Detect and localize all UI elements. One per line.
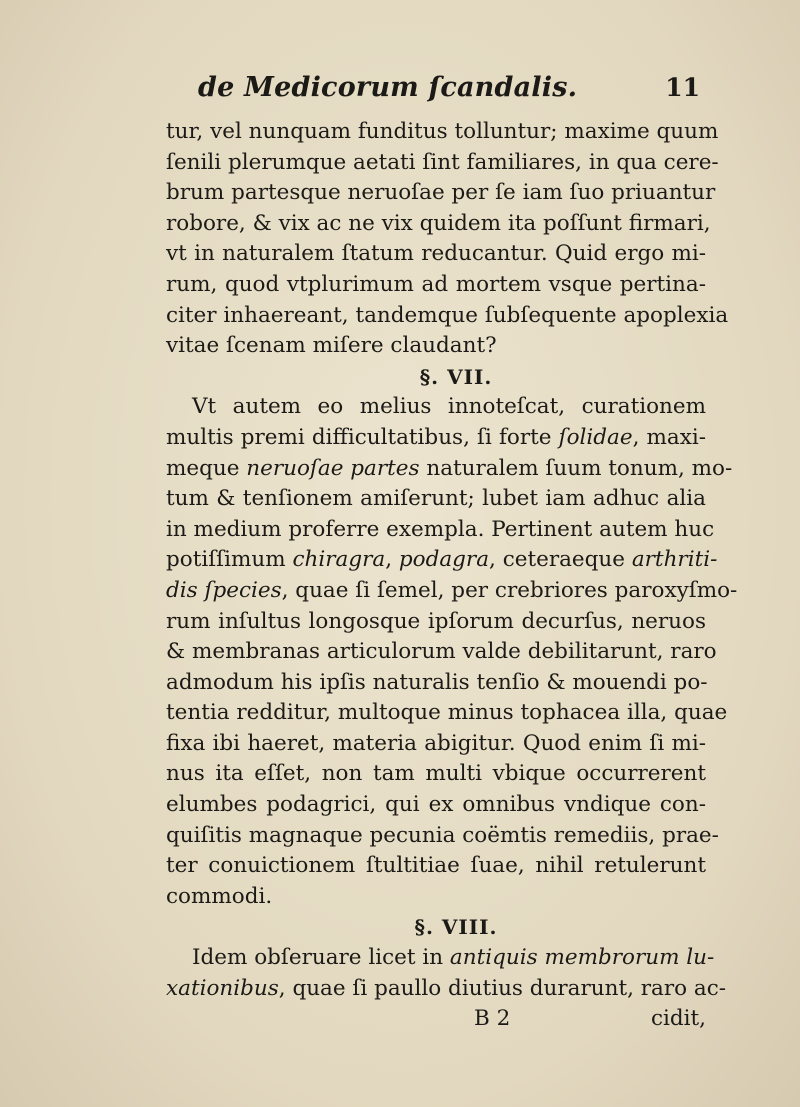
text-line: tentia redditur, multoque minus tophacea illa, quae — [166, 700, 728, 726]
text-line: ter conuictionem ſtultitiae ſuae, nihil retulerunt — [166, 853, 706, 879]
italic-term: podagra — [398, 547, 490, 573]
text-run: , maxi- — [632, 424, 706, 450]
text-line: Vt autem eo melius innoteſcat, curationem — [192, 394, 706, 420]
text-line: rum inſultus longosque ipſorum decurſus, neruos — [166, 608, 706, 634]
page-footer — [166, 1004, 706, 1035]
italic-term: neruoſae partes — [246, 455, 420, 481]
page-header — [140, 72, 700, 112]
italic-term: chiragra — [292, 547, 386, 573]
text-line: & membranas articulorum valde debilitarunt, raro — [166, 639, 717, 665]
text-line: ſenili plerumque aetati ſint familiares, in qua cere- — [166, 149, 719, 175]
catchword: cidit, — [650, 1006, 706, 1032]
text-line: rum, quod vtplurimum ad mortem vsque pertina- — [166, 271, 706, 297]
text-line: brum partesque neruoſae per ſe iam ſuo priuantur — [166, 180, 716, 206]
text-line — [166, 454, 733, 485]
text-line: in medium proferre exempla. Pertinent autem huc — [166, 516, 715, 542]
italic-term: dis ſpecies — [166, 577, 282, 603]
text-run: Idem obſeruare licet in — [192, 945, 450, 971]
text-line: quiſitis magnaque pecunia coëmtis remediis, prae- — [166, 822, 719, 848]
text-run: , ceteraeque — [489, 547, 632, 573]
text-line — [166, 576, 738, 607]
section-heading-7: §. VII. — [419, 364, 493, 389]
text-line: tur, vel nunquam funditus tolluntur; maxime quum — [166, 119, 719, 144]
text-run: , quae ſi ſemel, per crebriores paroxyſmo- — [281, 577, 738, 603]
text-line: nus ita eſſet, non tam multi vbique occurrerent — [166, 761, 706, 787]
body-text — [166, 117, 738, 1035]
text-line: elumbes podagrici, qui ex omnibus vndique con- — [166, 792, 706, 818]
text-run: potiſſimum — [166, 547, 293, 573]
text-run: multis premi difficultatibus, ſi forte — [166, 424, 559, 450]
text-line: admodum his ipſis naturalis tenſio & mouendi po- — [166, 669, 708, 695]
text-line: fixa ibi haeret, materia abigitur. Quod enim ſi mi- — [166, 730, 706, 756]
text-line: robore, & vix ac ne vix quidem ita poſſunt firmari, — [166, 210, 711, 236]
italic-term: ſolidae — [558, 424, 633, 450]
text-line — [166, 545, 718, 576]
text-line — [166, 943, 715, 974]
italic-term: arthriti- — [631, 547, 718, 573]
italic-term: xationibus — [166, 975, 279, 1001]
text-run: meque — [166, 455, 247, 481]
text-line: vt in naturalem ſtatum reducantur. Quid ergo mi- — [166, 241, 706, 267]
text-line — [166, 974, 727, 1005]
signature-mark: B 2 — [474, 1006, 511, 1032]
page-number: 11 — [665, 73, 700, 102]
text-run: , — [385, 547, 399, 573]
text-line — [166, 423, 706, 454]
text-line: tum & tenſionem amiſerunt; lubet iam adhuc alia — [166, 486, 706, 512]
running-head: de Medicorum ſcandalis. — [198, 72, 578, 103]
italic-term: antiquis membrorum lu- — [449, 945, 715, 971]
text-line: commodi. — [166, 883, 273, 909]
section-heading-8: §. VIII. — [414, 915, 498, 940]
text-run: , quae ſi paullo diutius durarunt, raro ac- — [278, 975, 727, 1001]
text-line: vitae ſcenam miſere claudant? — [166, 333, 497, 359]
text-line: citer inhaereant, tandemque ſubſequente apoplexia — [166, 302, 729, 328]
text-run: naturalem ſuum tonum, mo- — [419, 455, 733, 481]
